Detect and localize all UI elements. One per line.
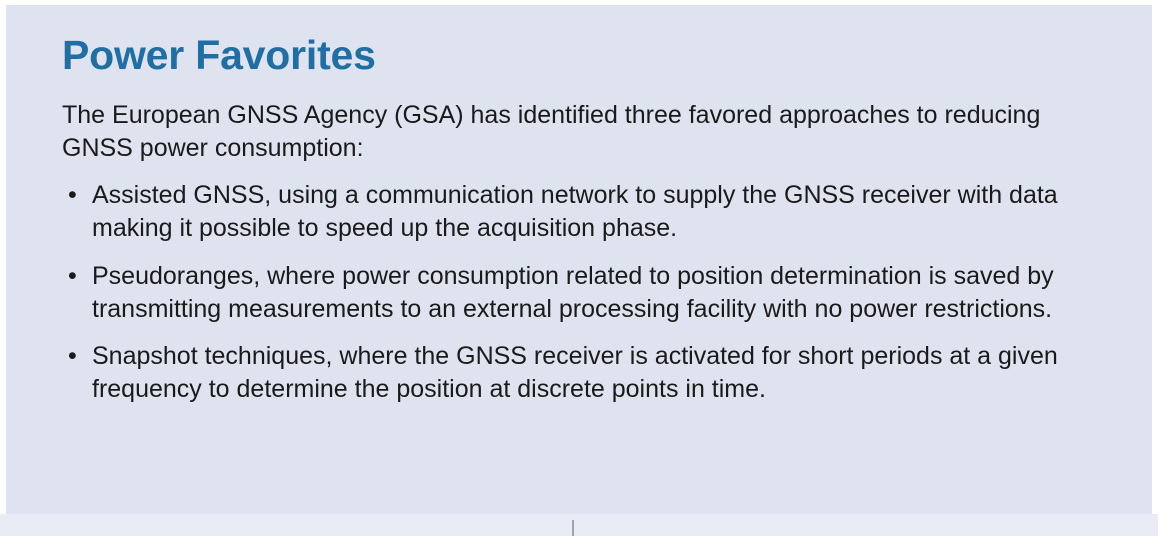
- page-title: Power Favorites: [62, 32, 376, 78]
- list-item-text: Assisted GNSS, using a communication network to supply the GNSS receiver with data making it possible to speed up the acquisition phase.: [92, 181, 1058, 243]
- bullet-icon: •: [68, 261, 77, 290]
- footer-tick-mark: [572, 520, 574, 536]
- bullet-list: [62, 179, 1096, 407]
- list-item-text: Snapshot techniques, where the GNSS receiver is activated for short periods at a given frequency to determine the position at discrete points in time.: [92, 342, 1058, 404]
- bullet-icon: •: [68, 342, 77, 371]
- bullet-icon: •: [68, 181, 77, 210]
- list-item: [62, 179, 1096, 246]
- list-item-text: Pseudoranges, where power consumption related to position determination is saved by transmitting measurements to an external processing facility with no power restrictions.: [92, 261, 1054, 323]
- footer-strip: [0, 514, 1158, 536]
- list-item: [62, 340, 1096, 407]
- intro-paragraph: The European GNSS Agency (GSA) has identified three favored approaches to reducing GNSS power consumption:: [62, 101, 1041, 163]
- list-item: [62, 260, 1096, 327]
